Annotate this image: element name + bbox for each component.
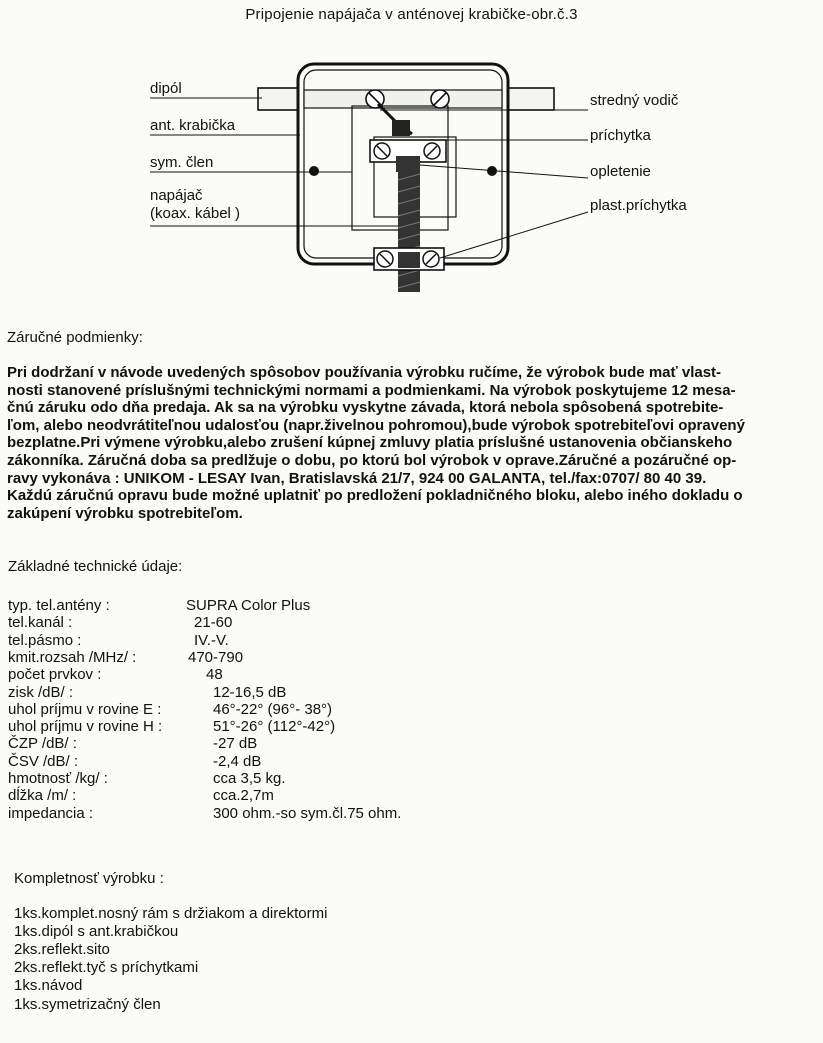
spec-label: tel.pásmo : xyxy=(8,631,82,649)
spec-label: uhol príjmu v rovine H : xyxy=(8,718,163,736)
warranty-line: Pri dodržaní v návode uvedených spôsobov používania výrobku ručíme, že výrobok bude mať vlast- xyxy=(7,364,722,381)
spec-value: 21-60 xyxy=(194,614,233,632)
spec-value: IV.-V. xyxy=(194,631,229,649)
warranty-heading: Záručné podmienky: xyxy=(7,329,143,346)
warranty-line: zákonníka. Záručná doba sa predlžuje o dobu, po ktorú bol výrobok v oprave.Záručné a pozáručné op- xyxy=(7,451,737,469)
spec-value: 46°-22° (96°- 38°) xyxy=(213,700,333,718)
spec-value: -2,4 dB xyxy=(213,752,262,770)
label-feeder: napájač xyxy=(150,187,203,204)
label-clip: príchytka xyxy=(590,127,651,144)
completeness-heading: Kompletnosť výrobku : xyxy=(14,870,164,887)
completeness-item: 1ks.návod xyxy=(14,977,83,995)
antenna-box-diagram xyxy=(0,40,823,300)
spec-label: zisk /dB/ : xyxy=(8,683,74,701)
warranty-line: čnú záruku odo dňa predaja. Ak sa na výrobku vyskytne závada, ktorá nebola spôsobená spotrebite- xyxy=(7,399,724,417)
spec-label: kmit.rozsah /MHz/ : xyxy=(8,648,137,666)
completeness-item: 1ks.komplet.nosný rám s držiakom a direktormi xyxy=(14,905,328,922)
page-title: Pripojenie napájača v anténovej krabičke-obr.č.3 xyxy=(245,6,578,23)
spec-value: -27 dB xyxy=(213,735,258,753)
spec-label: ČSV /dB/ : xyxy=(8,752,79,770)
warranty-line: ravy vykonáva : UNIKOM - LESAY Ivan, Bratislavská 21/7, 924 00 GALANTA, tel./fax:0707/ 80 40 39. xyxy=(7,469,707,487)
spec-label: typ. tel.antény : xyxy=(8,597,110,614)
warranty-line: zakúpení výrobku spotrebiteľom. xyxy=(7,504,243,522)
label-antenna-box: ant. krabička xyxy=(150,117,236,134)
spec-label: ČZP /dB/ : xyxy=(8,735,77,753)
label-coax-cable: (koax. kábel ) xyxy=(150,205,241,222)
spec-value: 470-790 xyxy=(188,648,244,666)
label-plastic-clip: plast.príchytka xyxy=(590,197,687,214)
spec-value: 300 ohm.-so sym.čl.75 ohm. xyxy=(213,804,402,822)
specs-heading: Základné technické údaje: xyxy=(8,558,183,575)
spec-value: cca.2,7m xyxy=(213,787,274,805)
spec-label: hmotnosť /kg/ : xyxy=(8,770,108,787)
spec-label: uhol príjmu v rovine E : xyxy=(8,700,162,718)
warranty-line: ľom, alebo neodvrátiteľnou udalosťou (napr.živelnou pohromou),bude výrobok spotrebiteľovi opravený xyxy=(7,416,745,434)
spec-value: SUPRA Color Plus xyxy=(186,597,311,614)
completeness-item: 1ks.symetrizačný člen xyxy=(14,995,161,1013)
spec-label: tel.kanál : xyxy=(8,614,73,632)
completeness-item: 2ks.reflekt.tyč s príchytkami xyxy=(14,959,199,977)
label-shield-braid: opletenie xyxy=(590,163,651,180)
spec-value: 48 xyxy=(206,666,223,684)
spec-label: dĺžka /m/ : xyxy=(8,787,77,805)
warranty-line: nosti stanovené príslušnými technickými normami a podmienkami. Na výrobok poskytujeme 12 mesa- xyxy=(7,381,736,399)
label-balun: sym. člen xyxy=(150,154,214,171)
label-center-conductor: stredný vodič xyxy=(590,92,679,109)
warranty-line: bezplatne.Pri výmene výrobku,alebo zrušení kúpnej zmluvy platia príslušné ustanovenia občianskeho xyxy=(7,434,733,452)
spec-value: 12-16,5 dB xyxy=(213,683,287,701)
spec-value: 51°-26° (112°-42°) xyxy=(213,718,336,736)
spec-label: počet prvkov : xyxy=(8,666,102,684)
warranty-line: Každú záručnú opravu bude možné uplatniť po predložení pokladničného bloku, alebo iného dokladu o xyxy=(7,487,743,505)
spec-label: impedancia : xyxy=(8,804,94,822)
label-dipole: dipól xyxy=(150,80,182,97)
completeness-item: 2ks.reflekt.sito xyxy=(14,941,110,959)
completeness-item: 1ks.dipól s ant.krabičkou xyxy=(14,923,179,941)
warranty-text xyxy=(7,364,819,522)
spec-value: cca 3,5 kg. xyxy=(213,770,286,787)
